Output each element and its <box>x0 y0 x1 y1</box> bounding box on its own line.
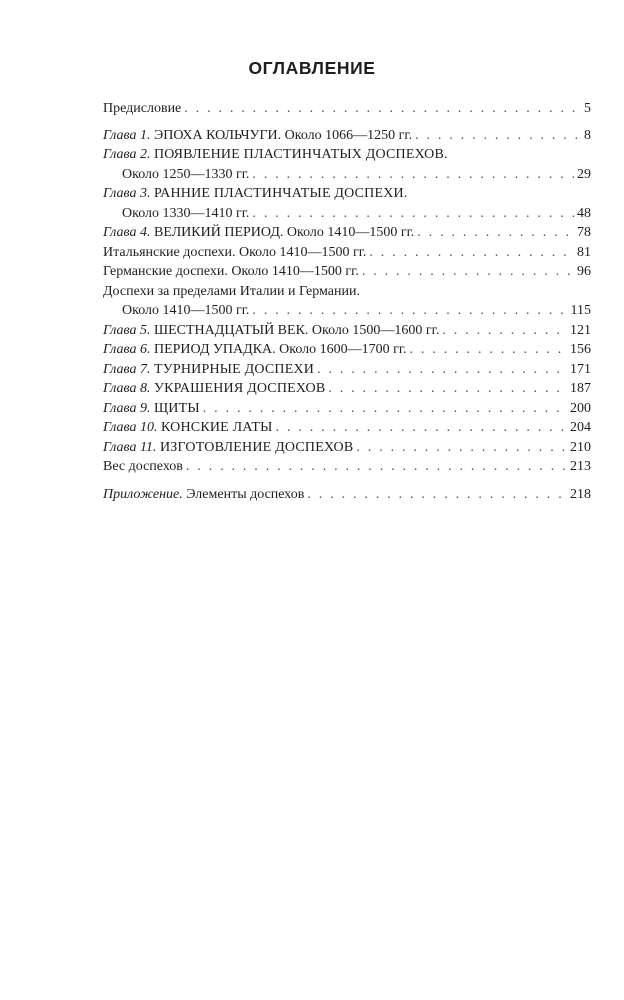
dot-leader <box>442 321 567 341</box>
toc-entry[interactable] <box>103 485 591 505</box>
dot-leader <box>317 360 567 380</box>
toc-title-continuation: Около 1250—1330 гг. <box>122 166 250 182</box>
toc-line <box>103 340 591 360</box>
dot-leader <box>356 438 567 458</box>
toc-entry[interactable] <box>103 262 591 282</box>
table-of-contents <box>103 99 591 504</box>
toc-title: Вес доспехов <box>103 459 183 474</box>
dot-leader <box>252 301 567 321</box>
toc-title: Германские доспехи. Около 1410—1500 гг. <box>103 264 359 279</box>
toc-chapter-label: Глава 9. <box>103 400 151 416</box>
toc-page-number: 213 <box>570 459 591 474</box>
page-title: ОГЛАВЛЕНИЕ <box>248 58 376 78</box>
toc-entry[interactable] <box>103 418 591 438</box>
toc-title: Предисловие <box>103 101 182 116</box>
toc-line <box>103 379 591 399</box>
toc-chapter-label: Глава 4. <box>103 225 151 240</box>
toc-line-continuation <box>103 165 591 185</box>
dot-leader <box>184 99 581 119</box>
toc-page-number: 96 <box>577 264 591 279</box>
dot-leader <box>417 223 574 243</box>
toc-entry[interactable] <box>103 223 591 243</box>
dot-leader <box>252 165 574 185</box>
dot-leader <box>369 243 574 263</box>
toc-page-number: 48 <box>577 205 591 221</box>
toc-chapter-label: Глава 2. <box>103 147 151 162</box>
toc-title: ВЕЛИКИЙ ПЕРИОД. Около 1410—1500 гг. <box>153 225 415 240</box>
toc-page-number: 81 <box>577 244 591 260</box>
toc-page-number: 156 <box>570 342 591 357</box>
toc-title: ТУРНИРНЫЕ ДОСПЕХИ <box>153 361 315 377</box>
toc-entry[interactable] <box>103 321 591 341</box>
toc-page-number: 8 <box>584 127 591 143</box>
toc-page-number: 121 <box>570 322 591 338</box>
toc-entry[interactable] <box>103 379 591 399</box>
toc-title: Доспехи за пределами Италии и Германии. <box>103 283 360 299</box>
dot-leader <box>186 457 567 477</box>
toc-page-number: 29 <box>577 166 591 182</box>
dot-leader <box>410 340 567 360</box>
toc-title: ИЗГОТОВЛЕНИЕ ДОСПЕХОВ <box>159 439 354 455</box>
toc-title: ПОЯВЛЕНИЕ ПЛАСТИНЧАТЫХ ДОСПЕХОВ. <box>153 147 448 162</box>
toc-entry[interactable] <box>103 145 591 184</box>
toc-chapter-label: Глава 11. <box>103 439 157 455</box>
toc-title: ЩИТЫ <box>153 400 200 416</box>
toc-chapter-label: Приложение. <box>103 486 183 502</box>
toc-line <box>103 99 591 119</box>
toc-chapter-label: Глава 8. <box>103 381 151 396</box>
toc-page-number: 5 <box>584 101 591 116</box>
toc-entry[interactable] <box>103 360 591 380</box>
dot-leader <box>203 399 567 419</box>
toc-line <box>103 243 591 263</box>
toc-line <box>103 399 591 419</box>
toc-line-continuation <box>103 204 591 224</box>
toc-entry[interactable] <box>103 243 591 263</box>
toc-page-number: 187 <box>570 381 591 396</box>
toc-title-continuation: Около 1330—1410 гг. <box>122 205 250 221</box>
toc-line-continuation <box>103 301 591 321</box>
toc-entry[interactable] <box>103 399 591 419</box>
dot-leader <box>276 418 567 438</box>
dot-leader <box>307 485 567 505</box>
toc-page-number: 204 <box>570 420 591 435</box>
toc-title: Итальянские доспехи. Около 1410—1500 гг. <box>103 244 367 260</box>
toc-title: ШЕСТНАДЦАТЫЙ ВЕК. Около 1500—1600 гг. <box>153 322 440 338</box>
toc-line <box>103 321 591 341</box>
toc-line <box>103 145 591 165</box>
toc-entry[interactable] <box>103 99 591 119</box>
toc-line <box>103 126 591 146</box>
dot-leader <box>415 126 581 146</box>
toc-chapter-label: Глава 7. <box>103 361 151 377</box>
toc-chapter-label: Глава 6. <box>103 342 151 357</box>
toc-page-number: 200 <box>570 400 591 416</box>
toc-entry[interactable] <box>103 184 591 223</box>
toc-chapter-label: Глава 10. <box>103 420 158 435</box>
dot-leader <box>328 379 567 399</box>
toc-page-number: 78 <box>577 225 591 240</box>
toc-title: ПЕРИОД УПАДКА. Около 1600—1700 гг. <box>153 342 407 357</box>
dot-leader <box>362 262 574 282</box>
toc-entry[interactable] <box>103 340 591 360</box>
toc-line <box>103 457 591 477</box>
toc-entry[interactable] <box>103 457 591 477</box>
toc-line <box>103 184 591 204</box>
toc-page-number: 115 <box>570 303 591 318</box>
toc-title: УКРАШЕНИЯ ДОСПЕХОВ <box>153 381 326 396</box>
toc-chapter-label: Глава 3. <box>103 186 151 201</box>
toc-line <box>103 418 591 438</box>
toc-title: КОНСКИЕ ЛАТЫ <box>160 420 273 435</box>
toc-line <box>103 485 591 505</box>
toc-line <box>103 223 591 243</box>
toc-line <box>103 360 591 380</box>
toc-entry[interactable] <box>103 282 591 321</box>
toc-title: Элементы доспехов <box>186 486 305 502</box>
toc-line <box>103 282 591 302</box>
dot-leader <box>252 204 574 224</box>
toc-chapter-label: Глава 5. <box>103 322 151 338</box>
toc-page-number: 218 <box>570 486 591 502</box>
toc-page-number: 210 <box>570 439 591 455</box>
toc-page-number: 171 <box>570 361 591 377</box>
toc-title-continuation: Около 1410—1500 гг. <box>122 303 250 318</box>
toc-title: ЭПОХА КОЛЬЧУГИ. Около 1066—1250 гг. <box>153 127 413 143</box>
toc-chapter-label: Глава 1. <box>103 127 151 143</box>
toc-entry[interactable] <box>103 438 591 458</box>
toc-title: РАННИЕ ПЛАСТИНЧАТЫЕ ДОСПЕХИ. <box>153 186 408 201</box>
toc-line <box>103 438 591 458</box>
toc-entry[interactable] <box>103 126 591 146</box>
toc-line <box>103 262 591 282</box>
